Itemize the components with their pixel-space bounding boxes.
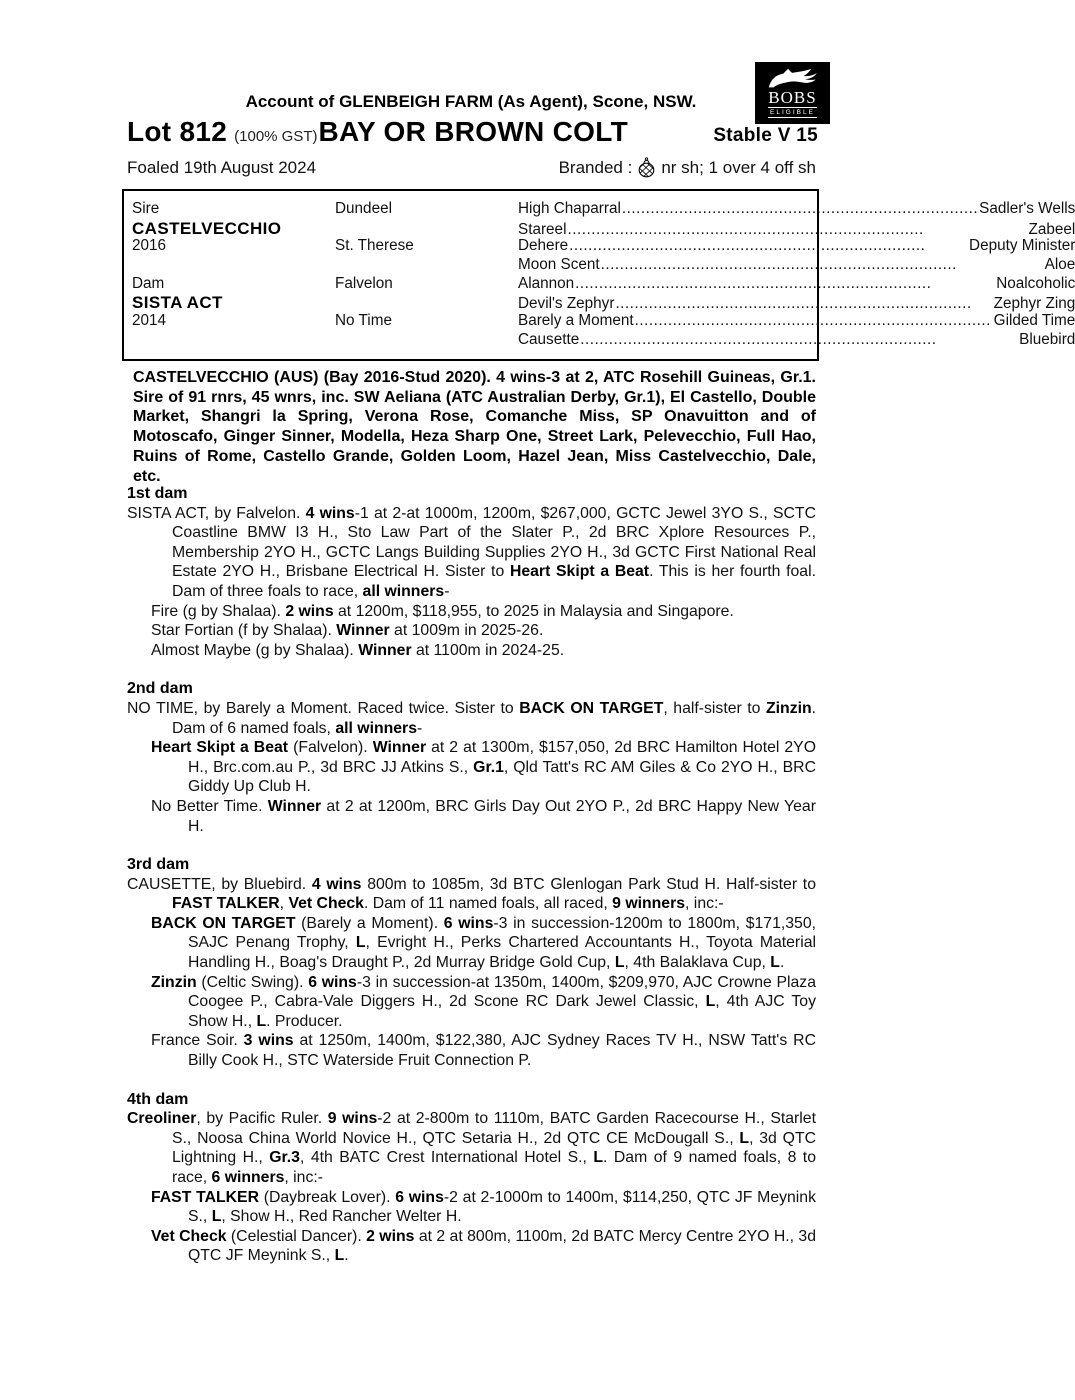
pedigree-cell-relation: CASTELVECCHIO <box>132 218 282 238</box>
dam-sections <box>127 484 816 1266</box>
pedigree-entry: No Better Time. Winner at 2 at 1200m, BRC Girls Day Out 2YO P., 2d BRC Happy New Year H. <box>151 797 816 835</box>
dam-section-heading: 4th dam <box>127 1090 189 1108</box>
ancestor-name: Moon Scent <box>518 256 600 274</box>
pedigree-cell-ancestors <box>518 331 1075 349</box>
stable-number: Stable V 15 <box>713 125 818 146</box>
pedigree-cell-parent: St. Therese <box>335 237 414 255</box>
brand-mark-icon <box>637 157 656 178</box>
logo-title: BOBS <box>768 88 817 107</box>
pedigree-cell-ancestors <box>518 295 1075 313</box>
pedigree-cell-parent: Dundeel <box>335 200 392 217</box>
leader-dots <box>575 275 995 293</box>
leader-dots <box>635 312 993 330</box>
pedigree-cell-relation: SISTA ACT <box>132 293 223 313</box>
pedigree-cell-relation: Sire <box>132 200 160 217</box>
vendor-account-line: Account of GLENBEIGH FARM (As Agent), Scone, NSW. <box>245 92 697 111</box>
ancestor-name: High Chaparral <box>518 200 621 217</box>
ancestor-name: Devil's Zephyr <box>518 295 615 313</box>
ancestor-sire-name: Zephyr Zing <box>993 295 1075 313</box>
pedigree-cell-parent: Falvelon <box>335 274 393 292</box>
lot-number: Lot 812 <box>127 116 228 147</box>
dam-section-heading: 3rd dam <box>127 856 190 874</box>
brand-description: nr sh; 1 over 4 off sh <box>661 157 816 177</box>
lot-headline <box>127 116 818 148</box>
logo-subtitle: ELIGIBLE <box>770 109 815 116</box>
branded-label: Branded : <box>558 157 633 177</box>
ancestor-sire-name: Noalcoholic <box>996 274 1075 292</box>
dam-section-heading: 1st dam <box>127 485 188 502</box>
leader-dots <box>622 200 978 218</box>
pedigree-table <box>122 189 1075 361</box>
pedigree-entry: Fire (g by Shalaa). 2 wins at 1200m, $118,955, to 2025 in Malaysia and Singapore. <box>151 602 734 620</box>
pedigree-entry: Almost Maybe (g by Shalaa). Winner at 1100m in 2024-25. <box>151 641 565 659</box>
horse-head-icon <box>767 68 819 89</box>
pedigree-entry: Star Fortian (f by Shalaa). Winner at 1009m in 2025-26. <box>151 622 544 640</box>
ancestor-sire-name: Deputy Minister <box>969 237 1075 255</box>
pedigree-cell-relation: 2014 <box>132 312 167 330</box>
branded-line <box>559 157 816 178</box>
pedigree-cell-ancestors <box>518 275 1075 293</box>
pedigree-cell-ancestors <box>518 312 1075 330</box>
pedigree-cell-relation: 2016 <box>132 237 167 255</box>
leader-dots <box>580 331 1018 349</box>
ancestor-sire-name: Bluebird <box>1019 330 1075 348</box>
pedigree-cell-ancestors <box>518 221 1075 239</box>
pedigree-cell-parent: No Time <box>335 312 392 330</box>
sire-summary-paragraph: CASTELVECCHIO (AUS) (Bay 2016-Stud 2020). 4 wins-3 at 2, ATC Rosehill Guineas, Gr.1. Sire of 91 rnrs, 45 wnrs, inc. SW Aeliana (ATC Australian Derby, Gr.1), El Castello, Double Market, Shangri la Spring, Verona Rose, Comanche Miss, SP Onavuitton and of Motoscafo, Ginger Sinner, Modella, Heza Sharp One, Street Lark, Pelevecchio, Full Hao, Ruins of Rome, Castello Grande, Golden Loom, Hazel Jean, Miss Castelvecchio, Dale, etc. <box>133 369 816 485</box>
pedigree-entry: BACK ON TARGET (Barely a Moment). 6 wins-3 in succession-1200m to 1800m, $171,350, SAJC Penang Trophy, L, Evright H., Perks Chartered Accountants H., Toyota Material Handling H., Boag's Draught P., 2d Murray Bridge Gold Cup, L, 4th Balaklava Cup, L. <box>151 914 817 972</box>
leader-dots <box>567 221 1027 239</box>
foaled-date: Foaled 19th August 2024 <box>127 157 317 177</box>
dam-section-heading: 2nd dam <box>127 680 193 698</box>
ancestor-name: Dehere <box>518 237 569 255</box>
pedigree-cell-relation: Dam <box>132 274 165 292</box>
pedigree-entry: Heart Skipt a Beat (Falvelon). Winner at 2 at 1300m, $157,050, 2d BRC Hamilton Hotel 2YO H., Brc.com.au P., 3d BRC JJ Atkins S., Gr.1, Qld Tatt's RC AM Giles & Co 2YO H., BRC Giddy Up Club H. <box>151 739 817 796</box>
horse-description-title: BAY OR BROWN COLT <box>318 116 628 147</box>
pedigree-entry: Zinzin (Celtic Swing). 6 wins-3 in succession-at 1350m, 1400m, $209,970, AJC Crowne Plaza Coogee P., Cabra-Vale Diggers H., 2d Scone RC Dark Jewel Classic, L, 4th AJC Toy Show H., L. Producer. <box>151 973 816 1030</box>
pedigree-cell-ancestors <box>518 237 1075 255</box>
ancestor-name: Barely a Moment <box>518 312 634 330</box>
pedigree-entry: NO TIME, by Barely a Moment. Raced twice. Sister to BACK ON TARGET, half-sister to Zinzin. Dam of 6 named foals, all winners- <box>127 699 817 737</box>
leader-dots <box>615 295 992 313</box>
pedigree-entry: Creoliner, by Pacific Ruler. 9 wins-2 at 2-800m to 1110m, BATC Garden Racecourse H., Starlet S., Noosa China World Novice H., QTC Setaria H., 2d QTC CE McDougall S., L, 3d QTC Lightning H., Gr.3, 4th BATC Crest International Hotel S., L. Dam of 9 named foals, 8 to race, 6 winners, inc:- <box>127 1110 817 1186</box>
pedigree-entry: CAUSETTE, by Bluebird. 4 wins 800m to 1085m, 3d BTC Glenlogan Park Stud H. Half-sister to FAST TALKER, Vet Check. Dam of 11 named foals, all raced, 9 winners, inc:- <box>127 875 816 913</box>
ancestor-name: Stareel <box>518 220 567 238</box>
ancestor-name: Alannon <box>518 274 575 292</box>
pedigree-cell-ancestors <box>518 256 1075 274</box>
pedigree-entry: Vet Check (Celestial Dancer). 2 wins at 2 at 800m, 1100m, 2d BATC Mercy Centre 2YO H., 3d QTC JF Meynink S., L. <box>151 1227 816 1265</box>
ancestor-sire-name: Zabeel <box>1028 220 1075 238</box>
pedigree-entry: FAST TALKER (Daybreak Lover). 6 wins-2 at 2-1000m to 1400m, $114,250, QTC JF Meynink S., L, Show H., Red Rancher Welter H. <box>151 1188 816 1226</box>
gst-note: (100% GST) <box>234 128 318 145</box>
foaled-branded-line <box>127 157 816 178</box>
pedigree-entry: SISTA ACT, by Falvelon. 4 wins-1 at 2-at 1000m, 1200m, $267,000, GCTC Jewel 3YO S., SCTC Coastline BMW I3 H., Sto Law Part of the Slater P., 2d BRC Xplore Resources P., Membership 2YO H., GCTC Langs Building Supplies 2YO H., 3d GCTC First National Real Estate 2YO H., Brisbane Electrical H. Sister to Heart Skipt a Beat. This is her fourth foal. Dam of three foals to race, all winners- <box>127 504 816 600</box>
ancestor-name: Causette <box>518 330 580 348</box>
ancestor-sire-name: Gilded Time <box>993 312 1075 330</box>
ancestor-sire-name: Sadler's Wells <box>979 200 1075 217</box>
pedigree-cell-ancestors <box>518 200 1075 218</box>
leader-dots <box>569 237 968 255</box>
pedigree-entry: France Soir. 3 wins at 1250m, 1400m, $122,380, AJC Sydney Races TV H., NSW Tatt's RC Billy Cook H., STC Waterside Fruit Connection P. <box>151 1032 816 1070</box>
leader-dots <box>601 256 1044 274</box>
ancestor-sire-name: Aloe <box>1044 256 1075 274</box>
